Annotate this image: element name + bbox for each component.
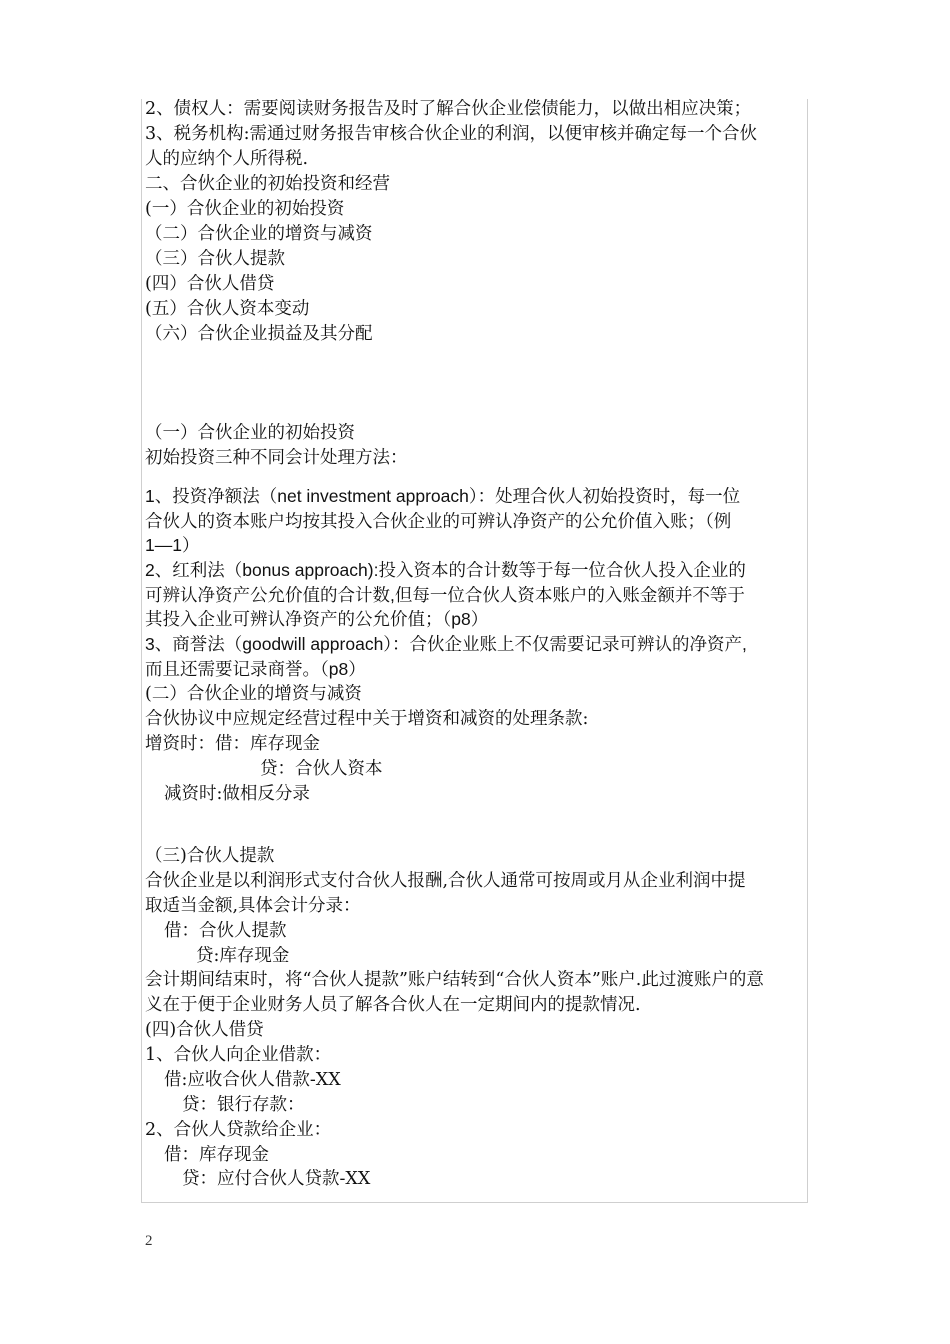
page-number: 2 xyxy=(145,1233,153,1249)
section-heading: (二）合伙企业的增资与减资 xyxy=(145,684,362,704)
text-line: 借：库存现金 xyxy=(164,1145,269,1165)
text-line: 贷：银行存款： xyxy=(182,1095,305,1115)
text-line: (五）合伙人资本变动 xyxy=(145,299,310,319)
text-line: 1、合伙人向企业借款： xyxy=(145,1045,332,1065)
text-line: 3、税务机构:需通过财务报告审核合伙企业的利润，以便审核并确定每一个合伙 xyxy=(145,124,758,144)
text-line: 会计期间结束时，将“合伙人提款”账户结转到“合伙人资本”账户.此过渡账户的意 xyxy=(145,970,764,990)
text-line: 借:应收合伙人借款-XX xyxy=(164,1070,341,1090)
text-line: 贷：合伙人资本 xyxy=(260,759,383,779)
text-line: 初始投资三种不同会计处理方法： xyxy=(145,448,408,468)
text-line: 而且还需要记录商誉。（p8） xyxy=(145,659,366,679)
section-heading: 二、合伙企业的初始投资和经营 xyxy=(145,174,390,194)
text-line: (四）合伙人借贷 xyxy=(145,274,275,294)
text-line: 2、红利法（bonus approach):投入资本的合计数等于每一位合伙人投入企业的 xyxy=(145,560,746,580)
text-line: 人的应纳个人所得税. xyxy=(145,149,309,169)
text-line: 减资时:做相反分录 xyxy=(164,784,310,804)
section-heading: （一）合伙企业的初始投资 xyxy=(145,423,355,443)
text-line: 2、合伙人贷款给企业： xyxy=(145,1120,332,1140)
text-line: （六）合伙企业损益及其分配 xyxy=(145,324,373,344)
text-line: （二）合伙企业的增资与减资 xyxy=(145,224,373,244)
text-line: （三）合伙人提款 xyxy=(145,249,285,269)
text-line: 合伙人的资本账户均按其投入合伙企业的可辨认净资产的公允价值入账；（例 xyxy=(145,511,732,531)
text-line: 贷：应付合伙人贷款-XX xyxy=(182,1169,371,1189)
text-line: 2、债权人：需要阅读财务报告及时了解合伙企业偿债能力，以做出相应决策； xyxy=(145,99,752,119)
text-line: 合伙企业是以利润形式支付合伙人报酬,合伙人通常可按周或月从企业利润中提 xyxy=(145,871,746,891)
text-line: 1、投资净额法（net investment approach）：处理合伙人初始投资时，每一位 xyxy=(145,486,741,506)
text-line: 增资时：借：库存现金 xyxy=(145,734,320,754)
text-line: 合伙协议中应规定经营过程中关于增资和减资的处理条款: xyxy=(145,709,589,729)
section-heading: （三)合伙人提款 xyxy=(145,846,275,866)
text-line: 1—1） xyxy=(145,535,200,555)
text-line: 可辨认净资产公允价值的合计数,但每一位合伙人资本账户的入账金额并不等于 xyxy=(145,585,745,605)
text-line: 贷:库存现金 xyxy=(196,946,290,966)
section-heading: (四)合伙人借贷 xyxy=(145,1020,264,1040)
text-line: 其投入企业可辨认净资产的公允价值；（p8） xyxy=(145,609,489,629)
text-line: (一）合伙企业的初始投资 xyxy=(145,199,345,219)
text-line: 3、商誉法（goodwill approach）：合伙企业账上不仅需要记录可辨认的净资产, xyxy=(145,634,747,654)
text-line: 取适当金额,具体会计分录： xyxy=(145,896,361,916)
text-line: 义在于便于企业财务人员了解各合伙人在一定期间内的提款情况. xyxy=(145,995,641,1015)
text-line: 借：合伙人提款 xyxy=(164,921,287,941)
